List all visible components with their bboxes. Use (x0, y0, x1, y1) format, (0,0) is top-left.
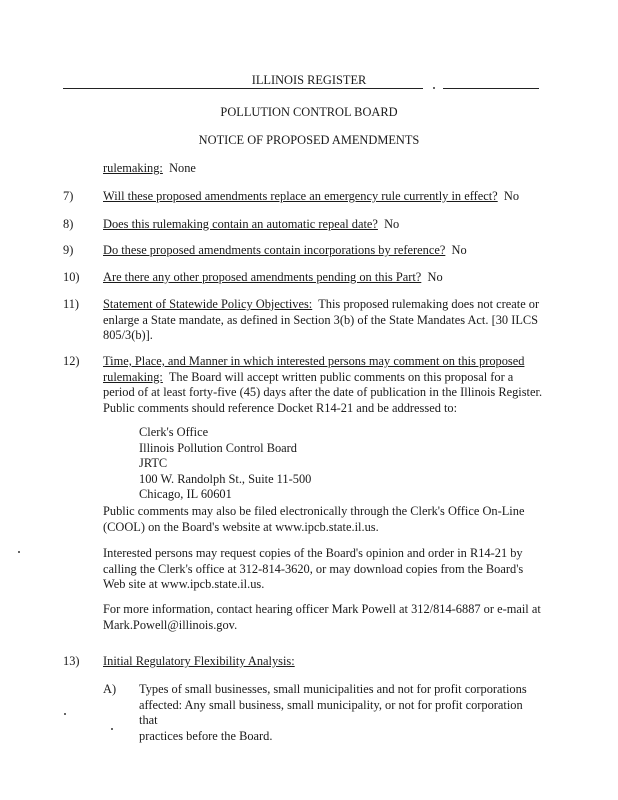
cool-line-1: Public comments may also be filed electronically through the Clerk's Office On-Line (103, 504, 525, 518)
item-8-answer: No (384, 217, 400, 231)
item-9-text (103, 243, 543, 259)
scan-mark (64, 713, 66, 715)
item-13-number: 13) (63, 654, 80, 668)
address-line-4: 100 W. Randolph St., Suite 11-500 (139, 471, 312, 486)
item-12-heading-line-2: rulemaking: (103, 369, 163, 384)
scan-mark (111, 728, 113, 730)
item-7-number: 7) (63, 189, 74, 203)
item-12-line-2 (103, 370, 543, 386)
notice-title: NOTICE OF PROPOSED AMENDMENTS (198, 133, 420, 147)
item-11-line-3: 805/3(b)]. (103, 328, 153, 342)
sub-a-line-1: Types of small businesses, small municipalities and not for profit corporations (139, 682, 527, 696)
item-8-text (103, 217, 543, 233)
contact-line-2: Mark.Powell@illinois.gov. (103, 617, 238, 632)
address-line-3: JRTC (139, 456, 168, 470)
address-line-2: Illinois Pollution Control Board (139, 440, 297, 455)
item-11-number: 11) (63, 297, 80, 311)
intro-label: rulemaking: (103, 161, 163, 175)
item-9-answer: No (451, 243, 467, 257)
item-13-sub-a-label: A) (103, 682, 117, 696)
sub-a-line-2: affected: Any small business, small municipality, or not for profit corporation that (139, 697, 523, 727)
copies-line-3: Web site at www.ipcb.state.il.us. (103, 577, 265, 591)
copies-paragraph (103, 546, 543, 593)
address-line-5: Chicago, IL 60601 (139, 487, 232, 501)
item-12-number: 12) (63, 354, 80, 368)
item-9-question: Do these proposed amendments contain incorporations by reference? (103, 243, 446, 257)
item-13-heading: Initial Regulatory Flexibility Analysis: (103, 654, 295, 668)
item-13-sub-a-text (139, 682, 539, 744)
item-7-text (103, 189, 543, 205)
item-7-question: Will these proposed amendments replace an emergency rule currently in effect? (103, 189, 498, 203)
item-10-number: 10) (63, 270, 80, 284)
register-title: ILLINOIS REGISTER (251, 73, 367, 87)
copies-line-2: calling the Clerk's office at 312-814-3620, or may download copies from the Board's (103, 561, 524, 576)
item-12-text (103, 354, 543, 416)
address-line-1: Clerk's Office (139, 425, 209, 439)
item-9-number: 9) (63, 243, 74, 257)
cool-paragraph (103, 504, 543, 535)
item-11-line-1 (103, 297, 543, 313)
item-7-answer: No (503, 189, 520, 203)
intro-line (103, 161, 543, 177)
item-8-question: Does this rulemaking contain an automatic repeal date? (103, 217, 378, 231)
item-11-text (103, 297, 543, 344)
sub-a-line-3: practices before the Board. (139, 728, 273, 743)
item-8-number: 8) (63, 217, 74, 231)
contact-line-1: For more information, contact hearing officer Mark Powell at 312/814-6887 or e-mail at (103, 602, 541, 616)
item-11-body-1: This proposed rulemaking does not create or (318, 297, 540, 311)
item-12-line-3: period of at least forty-five (45) days after the date of publication in the Illinois Register. (103, 385, 543, 399)
item-10-text (103, 270, 543, 286)
item-13-heading-wrap (103, 654, 543, 670)
item-11-line-2: enlarge a State mandate, as defined in Section 3(b) of the State Mandates Act. [30 ILCS (103, 312, 539, 327)
cool-line-2: (COOL) on the Board's website at www.ipcb.state.il.us. (103, 519, 379, 534)
item-12-line-4: Public comments should reference Docket R14-21 and be addressed to: (103, 400, 458, 415)
intro-value: None (169, 161, 196, 175)
item-10-question: Are there any other proposed amendments pending on this Part? (103, 270, 422, 284)
copies-line-1: Interested persons may request copies of the Board's opinion and order in R14-21 by (103, 546, 523, 560)
address-block (139, 425, 311, 503)
contact-paragraph (103, 602, 543, 633)
agency-title: POLLUTION CONTROL BOARD (220, 105, 398, 119)
item-11-heading: Statement of Statewide Policy Objectives: (103, 297, 313, 311)
scan-mark (18, 551, 20, 553)
item-12-heading-line-1: Time, Place, and Manner in which interested persons may comment on this proposed (103, 354, 525, 368)
item-12-body-1: The Board will accept written public comments on this proposal for a (168, 369, 514, 384)
item-10-answer: No (427, 270, 443, 284)
